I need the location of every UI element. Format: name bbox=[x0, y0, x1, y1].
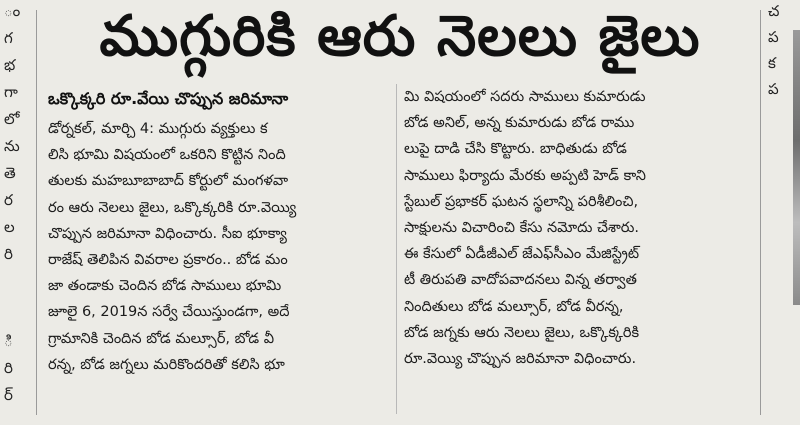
subheadline: ఒక్కొక్కరి రూ.వేయి చొప్పున జరిమానా bbox=[48, 89, 289, 108]
adjacent-text-fragment: ి bbox=[4, 332, 13, 350]
left-column-rule bbox=[36, 10, 37, 415]
adjacent-text-fragment: లో bbox=[4, 110, 20, 128]
adjacent-text-fragment: ను bbox=[4, 137, 20, 155]
article-line: రూ.వెయ్యి చొప్పున జరిమానా విధించారు. bbox=[404, 350, 637, 367]
article-line: రాజేష్ తెలిపిన వివరాల ప్రకారం.. బోడ మం bbox=[48, 251, 288, 268]
article-line: చొప్పున జరిమానా విధించారు. సీఐ భూక్యా bbox=[48, 225, 287, 242]
left-adjacent-column bbox=[0, 0, 34, 425]
article-line: ఈ కేసులో ఏడీజీఎల్ జేఎఫ్‌సీఎం మేజిస్ట్రేట్ bbox=[404, 246, 640, 263]
article-line: బోడ జగ్నకు ఆరు నెలలు జైలు, ఒక్కొక్కరికి bbox=[404, 324, 640, 341]
adjacent-text-fragment: ప bbox=[768, 80, 779, 98]
article-line: రం ఆరు నెలలు జైలు, ఒక్కొక్కరికి రూ.వెయ్యి bbox=[48, 199, 297, 216]
article-column-1 bbox=[48, 116, 393, 378]
adjacent-text-fragment: క bbox=[768, 54, 776, 72]
article-line: నిందితులు బోడ మల్సూర్, బోడ వీరన్న, bbox=[404, 298, 624, 315]
adjacent-text-fragment: గా bbox=[4, 83, 18, 101]
article-line: బోడ అనిల్, అన్న కుమారుడు బోడ రాము bbox=[404, 115, 635, 132]
adjacent-text-fragment: చ bbox=[768, 2, 780, 20]
adjacent-text-fragment: ం bbox=[4, 2, 21, 20]
article-line: టీ తిరుపతి వాదోపవాదనలు విన్న తర్వాత bbox=[404, 272, 637, 289]
article-line: జా తండాకు చెందిన బోడ సాములు భూమి bbox=[48, 278, 282, 295]
adjacent-text-fragment: ర bbox=[4, 191, 13, 209]
article-line: గ్రామానికి చెందిన బోడ మల్సూర్, బోడ వీ bbox=[48, 330, 275, 347]
column-divider bbox=[396, 84, 397, 414]
headline: ముగ్గురికి ఆరు నెలలు జైలు bbox=[99, 4, 701, 69]
article-line: జూలై 6, 2019న సర్వే చేయిస్తుండగా, అదే bbox=[48, 304, 290, 321]
article-line: స్టేబుల్ ప్రభాకర్ ఘటన స్థలాన్ని పరిశీలించి, bbox=[404, 193, 639, 210]
article-line: తులకు మహబూబాబాద్ కోర్టులో మంగళవా bbox=[48, 173, 289, 190]
article-line: డోర్నకల్, మార్చి 4: ముగ్గురు వ్యక్తులు క bbox=[48, 121, 268, 137]
article-line: మి విషయంలో సదరు సాములు కుమారుడు bbox=[404, 89, 646, 105]
article-line: సాక్షులను విచారించి కేసు నమోదు చేశారు. bbox=[404, 219, 640, 236]
right-column-rule bbox=[760, 10, 761, 415]
article-line: సాములు ఫిర్యాదు మేరకు అప్పటి హెడ్ కాని bbox=[404, 167, 646, 184]
article-column-2 bbox=[404, 84, 754, 372]
article-line: లుపై దాడి చేసి కొట్టారు. బాధితుడు బోడ bbox=[404, 141, 627, 158]
article-line: రన్న, బోడ జగ్నలు మరికొందరితో కలిసి భూ bbox=[48, 356, 285, 373]
adjacent-text-fragment: తె bbox=[4, 164, 16, 182]
adjacent-text-fragment: ల bbox=[4, 218, 15, 236]
adjacent-text-fragment: ప bbox=[768, 28, 779, 46]
adjacent-text-fragment: భ bbox=[4, 56, 16, 74]
adjacent-text-fragment: రి bbox=[4, 359, 13, 377]
adjacent-text-fragment: ర్ bbox=[4, 386, 13, 404]
adjacent-text-fragment: గ bbox=[4, 29, 13, 47]
article-line: లిసి భూమి విషయంలో ఒకరిని కొట్టిన నింది bbox=[48, 147, 286, 164]
adjacent-photo-edge bbox=[793, 30, 800, 305]
adjacent-text-fragment: రి bbox=[4, 245, 13, 263]
